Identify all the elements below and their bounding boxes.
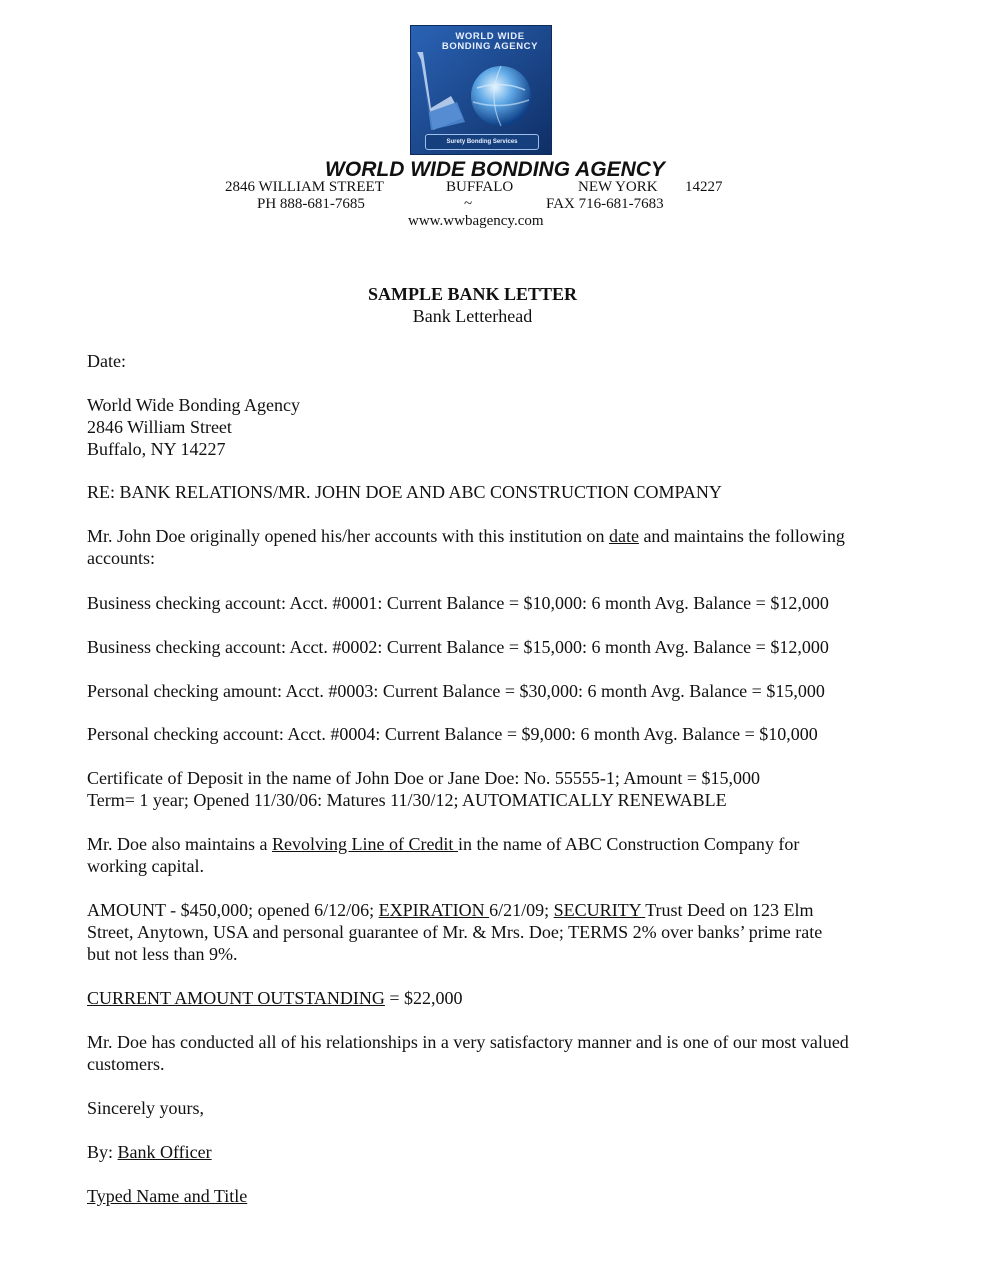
intro-paragraph-line2: accounts: bbox=[87, 548, 155, 568]
account-line: Business checking account: Acct. #0001: Current Balance = $10,000: 6 month Avg. Balance = $12,000 bbox=[87, 593, 829, 613]
header-city: BUFFALO bbox=[446, 179, 514, 195]
addressee-line-2: 2846 William Street bbox=[87, 417, 232, 437]
intro-text: Mr. John Doe originally opened his/her accounts with this institution on bbox=[87, 526, 609, 546]
intro-date-word: date bbox=[608, 526, 639, 546]
header-website[interactable]: www.wwbagency.com bbox=[408, 213, 544, 229]
account-line: Personal checking account: Acct. #0004: Current Balance = $9,000: 6 month Avg. Balance = $10,000 bbox=[87, 724, 818, 744]
logo-tagline: Surety Bonding Services bbox=[425, 134, 539, 150]
intro-text-end: and maintains the following bbox=[638, 526, 845, 546]
signature-by-line bbox=[87, 1141, 877, 1163]
loc-text: Mr. Doe also maintains a bbox=[87, 834, 272, 854]
bank-officer: Bank Officer bbox=[117, 1142, 212, 1162]
account-line: Personal checking amount: Acct. #0003: Current Balance = $30,000: 6 month Avg. Balance = $15,000 bbox=[87, 681, 825, 701]
header-state: NEW YORK bbox=[578, 179, 658, 195]
loc-text-end: in the name of ABC Construction Company for bbox=[457, 834, 800, 854]
agency-name: WORLD WIDE BONDING AGENCY bbox=[325, 158, 665, 181]
amount-text-3: Trust Deed on 123 Elm bbox=[645, 900, 814, 920]
cd-line2: Term= 1 year; Opened 11/30/06: Matures 11/30/12; AUTOMATICALLY RENEWABLE bbox=[87, 790, 727, 810]
date-label: Date: bbox=[87, 351, 126, 371]
agency-logo bbox=[410, 25, 552, 155]
header-zip: 14227 bbox=[685, 179, 723, 195]
account-line: Business checking account: Acct. #0002: Current Balance = $15,000: 6 month Avg. Balance = $12,000 bbox=[87, 637, 829, 657]
by-label: By: bbox=[87, 1142, 118, 1162]
amount-text: - $450,000; opened 6/12/06; bbox=[165, 900, 379, 920]
amount-label: AMOUNT bbox=[87, 900, 166, 920]
amount-line2: Street, Anytown, USA and personal guarantee of Mr. & Mrs. Doe; TERMS 2% over banks’ prime rate bbox=[87, 922, 823, 942]
addressee-line-3: Buffalo, NY 14227 bbox=[87, 439, 226, 459]
typed-name-title: Typed Name and Title bbox=[87, 1186, 248, 1206]
header-separator: ~ bbox=[464, 196, 473, 212]
intro-paragraph-line1 bbox=[87, 525, 877, 547]
header-street: 2846 WILLIAM STREET bbox=[225, 179, 384, 195]
logo-text-line2: BONDING AGENCY bbox=[441, 41, 539, 52]
letter-title: SAMPLE BANK LETTER bbox=[367, 284, 578, 304]
closing-line2: customers. bbox=[87, 1054, 165, 1074]
addressee-line-1: World Wide Bonding Agency bbox=[87, 395, 300, 415]
amount-line3: but not less than 9%. bbox=[87, 944, 238, 964]
re-line: RE: BANK RELATIONS/MR. JOHN DOE AND ABC CONSTRUCTION COMPANY bbox=[87, 482, 722, 502]
header-phone: PH 888-681-7685 bbox=[257, 196, 365, 212]
security-label: SECURITY bbox=[553, 900, 646, 920]
loc-paragraph-line1 bbox=[87, 833, 877, 855]
loc-paragraph-line2: working capital. bbox=[87, 856, 204, 876]
loc-underlined: Revolving Line of Credit bbox=[271, 834, 458, 854]
outstanding-label: CURRENT AMOUNT OUTSTANDING bbox=[87, 988, 385, 1008]
logo-text-line1: WORLD WIDE bbox=[455, 31, 525, 42]
sincerely: Sincerely yours, bbox=[87, 1098, 204, 1118]
closing-line1: Mr. Doe has conducted all of his relationships in a very satisfactory manner and is one of our most valued bbox=[87, 1032, 849, 1052]
letter-subtitle: Bank Letterhead bbox=[412, 306, 533, 326]
outstanding-line bbox=[87, 987, 877, 1009]
amount-text-2: 6/21/09; bbox=[489, 900, 554, 920]
header-fax: FAX 716-681-7683 bbox=[546, 196, 664, 212]
outstanding-value: = $22,000 bbox=[384, 988, 463, 1008]
expiration-label: EXPIRATION bbox=[378, 900, 490, 920]
amount-line1 bbox=[87, 899, 877, 921]
cd-line1: Certificate of Deposit in the name of John Doe or Jane Doe: No. 55555-1; Amount = $15,000 bbox=[87, 768, 761, 788]
